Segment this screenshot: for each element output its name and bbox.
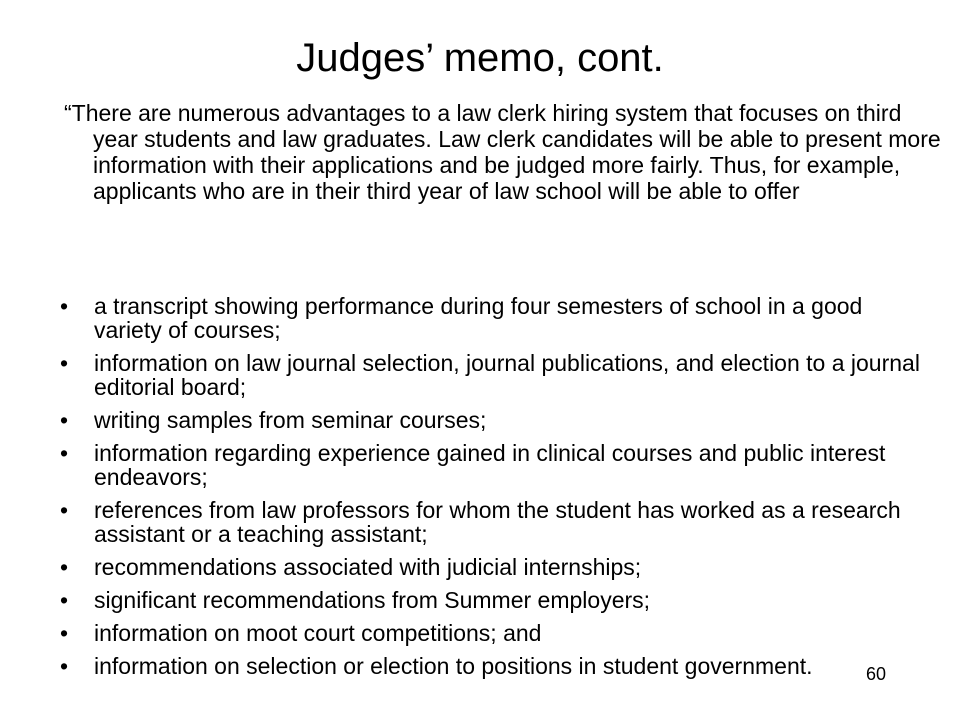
- bullet-icon: •: [60, 350, 69, 376]
- bullet-icon: •: [60, 440, 69, 466]
- bullet-item: [58, 621, 920, 645]
- bullet-item: [58, 555, 920, 579]
- bullet-text: writing samples from seminar courses;: [94, 407, 487, 433]
- bullet-text: information regarding experience gained in clinical courses and public interest endeavors;: [94, 440, 886, 490]
- bullet-item: [58, 294, 920, 342]
- bullet-icon: •: [60, 497, 69, 523]
- bullet-item: [58, 351, 920, 399]
- bullet-icon: •: [60, 587, 69, 613]
- bullet-icon: •: [60, 653, 69, 679]
- bullet-icon: •: [60, 554, 69, 580]
- bullet-item: [58, 441, 920, 489]
- bullet-list: [58, 294, 920, 687]
- bullet-item: [58, 588, 920, 612]
- bullet-text: recommendations associated with judicial internships;: [94, 554, 642, 580]
- bullet-item: [58, 654, 920, 678]
- slide-title: Judges’ memo, cont.: [296, 36, 664, 80]
- bullet-icon: •: [60, 293, 69, 319]
- bullet-text: information on law journal selection, journal publications, and election to a journal editorial board;: [94, 350, 920, 400]
- bullet-text: a transcript showing performance during four semesters of school in a good variety of courses;: [94, 293, 863, 343]
- bullet-text: references from law professors for whom the student has worked as a research assistant or a teaching assistant;: [94, 497, 901, 547]
- page-number: 60: [866, 664, 887, 684]
- bullet-item: [58, 498, 920, 546]
- bullet-text: information on selection or election to positions in student government.: [94, 653, 813, 679]
- bullet-text: significant recommendations from Summer employers;: [94, 587, 651, 613]
- intro-paragraph: “There are numerous advantages to a law clerk hiring system that focuses on third year students and law graduates. Law clerk candidates will be able to present more information with their applications and be judged more fairly. Thus, for example, applicants who are in their third year of law school will be able to offer: [64, 100, 941, 204]
- bullet-text: information on moot court competitions; and: [94, 620, 542, 646]
- bullet-icon: •: [60, 407, 69, 433]
- bullet-item: [58, 408, 920, 432]
- bullet-icon: •: [60, 620, 69, 646]
